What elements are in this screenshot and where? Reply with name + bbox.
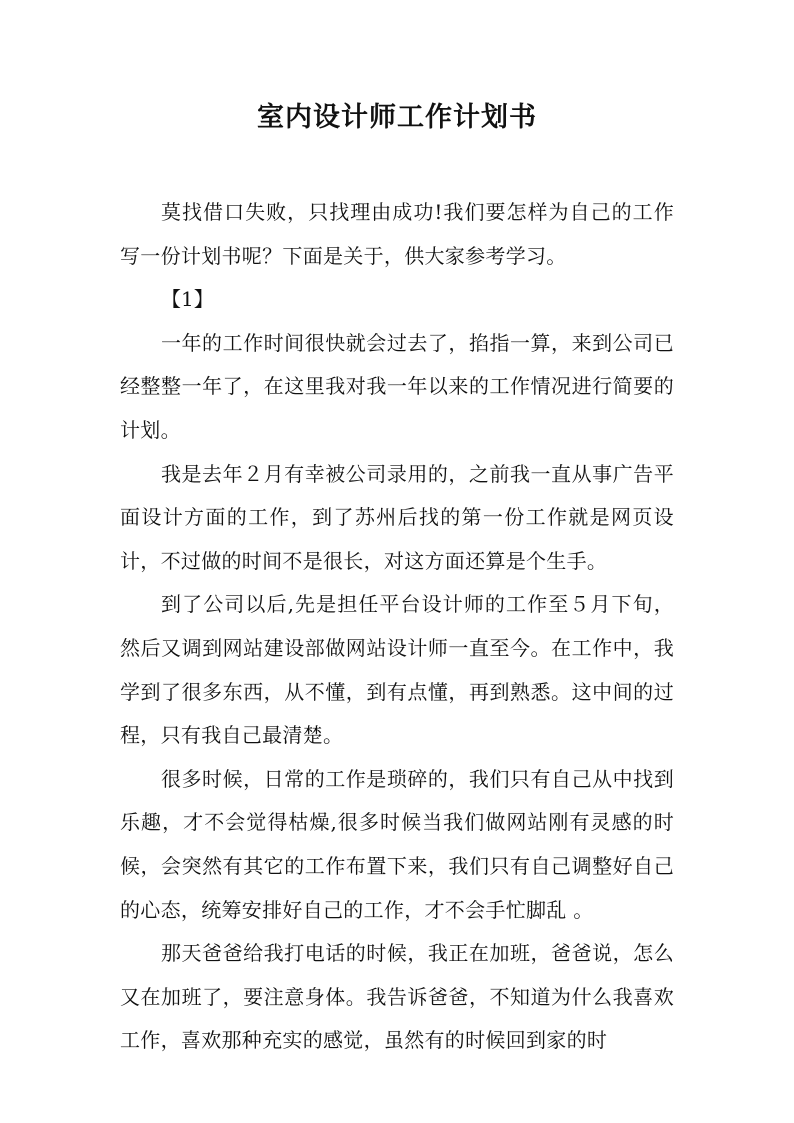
body-paragraph: 那天爸爸给我打电话的时候，我正在加班，爸爸说，怎么又在加班了，要注意身体。我告诉爸爸，不知道为什么我喜欢工作，喜欢那种充实的感觉，虽然有的时候回到家的时 xyxy=(120,941,674,1053)
intro-paragraph: 莫找借口失败，只找理由成功!我们要怎样为自己的工作写一份计划书呢？下面是关于，供大家参考学习。 xyxy=(120,200,674,268)
body-paragraph: 到了公司以后,先是担任平台设计师的工作至５月下旬，然后又调到网站建设部做网站设计师一直至今。在工作中，我学到了很多东西，从不懂，到有点懂，再到熟悉。这中间的过程，只有我自己最清楚。 xyxy=(120,592,674,748)
body-paragraph: 很多时候，日常的工作是琐碎的，我们只有自己从中找到乐趣，才不会觉得枯燥,很多时候当我们做网站刚有灵感的时候，会突然有其它的工作布置下来，我们只有自己调整好自己的心态，统筹安排好自己的工作，才不会手忙脚乱 。 xyxy=(120,766,674,922)
body-paragraph: 一年的工作时间很快就会过去了，掐指一算，来到公司已经整整一年了，在这里我对我一年以来的工作情况进行简要的计划。 xyxy=(120,330,674,442)
document-title: 室内设计师工作计划书 xyxy=(257,102,537,133)
body-paragraph: 我是去年２月有幸被公司录用的，之前我一直从事广告平面设计方面的工作，到了苏州后找的第一份工作就是网页设计，不过做的时间不是很长，对这方面还算是个生手。 xyxy=(120,461,674,573)
section-marker: 【1】 xyxy=(161,287,214,312)
document-body xyxy=(120,191,674,1063)
